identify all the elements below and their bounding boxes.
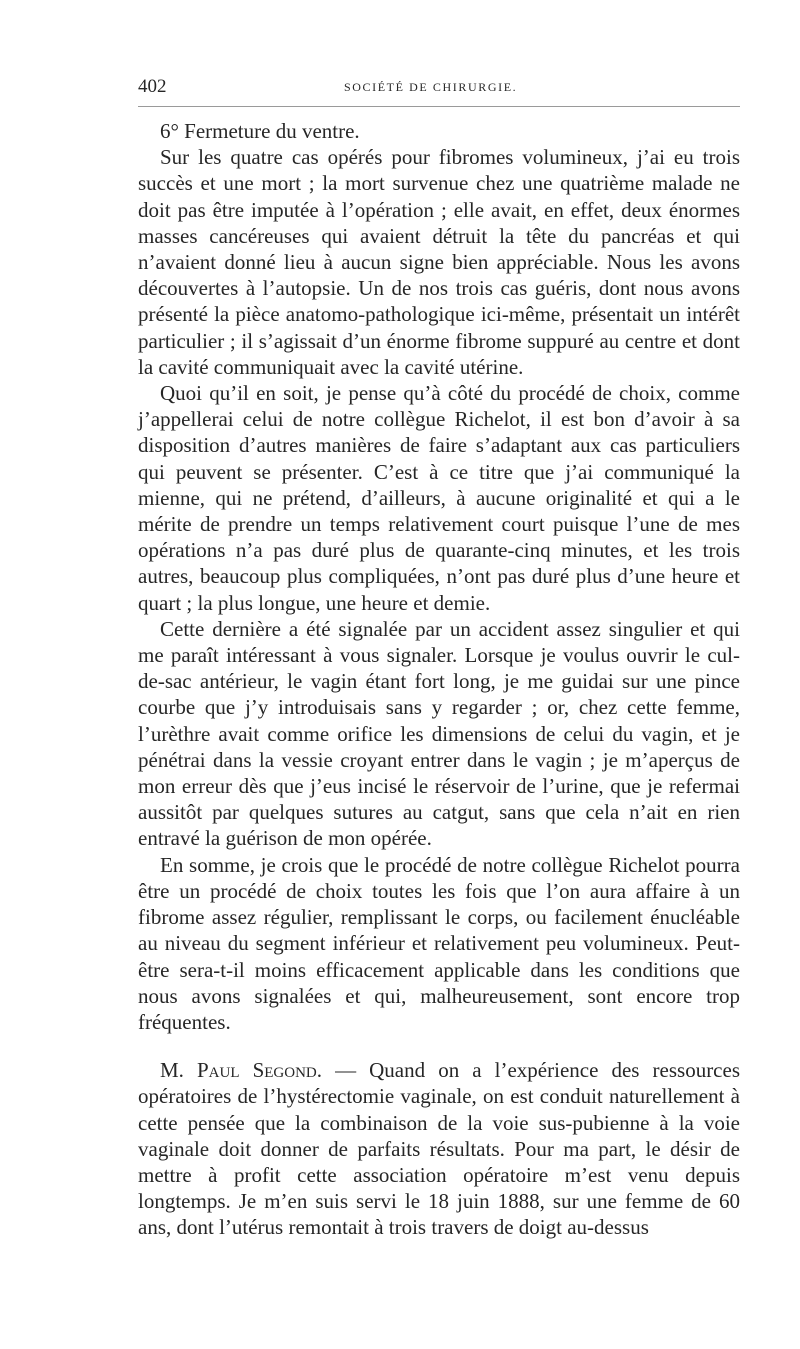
paragraph-accident: Cette dernière a été signalée par un accident assez singulier et qui me paraît intéressant à vous signaler. Lorsque je voulus ouvrir le cul-de-sac antérieur, le vagin étant fort long, je me guidai sur une pince courbe que j’y introduisais sans y regarder ; or, chez cette femme, l’urèthre avait comme orifice les dimensions de celui du vagin, et je pénétrai dans la vessie croyant entrer dans le vagin ; je m’aperçus de mon erreur dès que j’eus incisé le réservoir de l’urine, que je refermai aussitôt par quelques sutures au catgut, sans que cela n’ait en rien entravé la guérison de mon opérée. [138, 616, 740, 851]
paragraph-method: Quoi qu’il en soit, je pense qu’à côté du procédé de choix, comme j’appellerai celui de notre collègue Richelot, il est bon d’avoir à sa disposition d’autres manières de faire s’adaptant aux cas particuliers qui peuvent se présenter. C’est à ce titre que j’ai communiqué la mienne, qui ne prétend, d’ailleurs, à aucune originalité et qui a le mérite de prendre un temps relativement court puisque l’une de mes opérations n’a pas duré plus de quarante-cinq minutes, et les trois autres, beaucoup plus compliquées, n’ont pas duré plus d’une heure et quart ; la plus longue, une heure et demie. [138, 381, 740, 615]
speaker-name: M. Paul Segond. [160, 1058, 322, 1083]
paragraph-conclusion: En somme, je crois que le procédé de notre collègue Richelot pourra être un procédé de choix toutes les fois que l’on aura affaire à un fibrome assez régulier, remplissant le corps, ou facilement énucléable au niveau du segment inférieur et relativement peu volumineux. Peut-être sera-t-il moins efficacement applicable dans les conditions que nous avons signalées et qui, malheureusement, sont encore trop fréquentes. [138, 852, 740, 1034]
paragraph-item-6: 6° Fermeture du ventre. [160, 119, 360, 143]
page-header [138, 76, 740, 100]
paragraph-results: Sur les quatre cas opérés pour fibromes volumineux, j’ai eu trois succès et une mort ; la mort survenue chez une quatrième malade ne doit pas être imputée à l’opération ; elle avait, en effet, deux énormes masses cancéreuses qui avaient détruit la tête du pancréas et qui n’avaient donné lieu à aucun signe bien appréciable. Nous les avons découvertes à l’autopsie. Un de nos trois cas guéris, dont nous avons présenté la pièce anatomo-pathologique ici-même, présentait un intérêt particulier ; il s’agissait d’un énorme fibrome suppuré au centre et dont la cavité communiquait avec la cavité utérine. [138, 145, 740, 379]
running-head: SOCIÉTÉ DE CHIRURGIE. [344, 80, 518, 94]
paragraph-segond [138, 1057, 740, 1240]
body-text [138, 118, 740, 1241]
header-rule [138, 106, 740, 107]
speech-text: — Quand on a l’expérience des ressources opératoires de l’hystérectomie vaginale, on est conduit naturellement à cette pensée que la combinaison de la voie sus-pubienne à la voie vaginale doit donner de parfaits résultats. Pour ma part, le désir de mettre à profit cette association opératoire m’est venu depuis longtemps. Je m’en suis servi le 18 juin 1888, sur une femme de 60 ans, dont l’utérus remontait à trois travers de doigt au-dessus [138, 1058, 740, 1240]
page-number: 402 [138, 76, 167, 97]
